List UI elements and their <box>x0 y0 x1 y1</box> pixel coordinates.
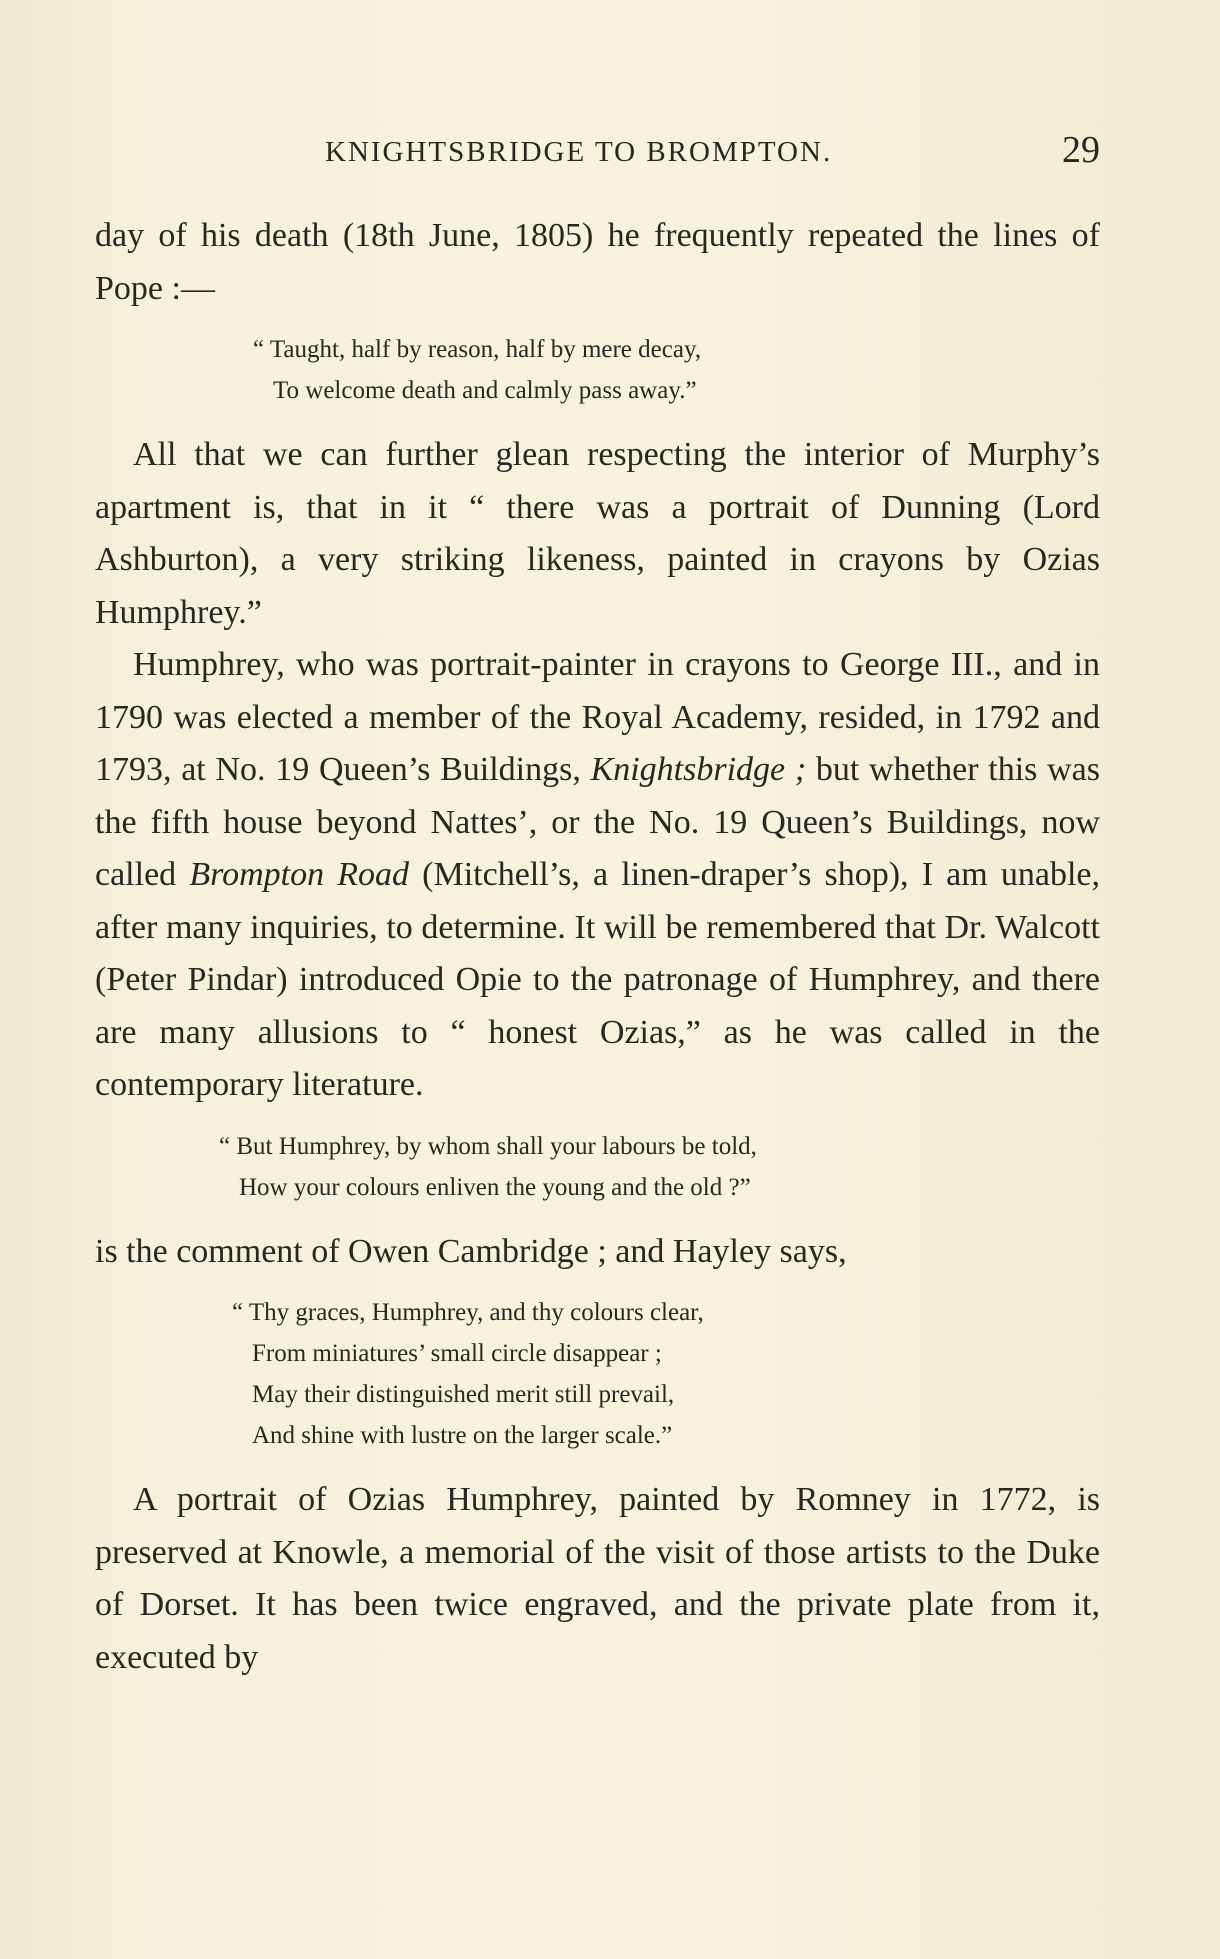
paragraph-1: day of his death (18th June, 1805) he frequently repeated the lines of Pope :— <box>95 217 1100 307</box>
paragraph-3 <box>95 639 1100 1112</box>
quote-cambridge <box>95 1126 1100 1208</box>
quote-line: “ Thy graces, Humphrey, and thy colours clear, <box>232 1299 704 1326</box>
paragraph-3-text: Humphrey, who was portrait-painter in crayons to George III., and in 1790 was elected a member of the Royal Academy, resided, in 1792 and 1793, at No. 19 Queen’s Buildings, <box>95 646 1100 788</box>
quote-line: “ Taught, half by reason, half by mere decay, <box>253 336 702 363</box>
quote-line: May their distinguished merit still prevail, <box>252 1381 675 1408</box>
quote-hayley <box>95 1292 1100 1456</box>
quote-line: To welcome death and calmly pass away.” <box>273 377 697 404</box>
quote-line: And shine with lustre on the larger scale.” <box>252 1422 673 1449</box>
running-head <box>95 128 1100 178</box>
quote-pope <box>95 329 1100 411</box>
body-text <box>95 210 1100 1684</box>
italic-place-name: Knightsbridge ; <box>590 751 807 788</box>
quote-line: “ But Humphrey, by whom shall your labours be told, <box>219 1132 757 1160</box>
page-number: 29 <box>1062 129 1100 171</box>
paragraph-3-text: (Mitchell’s, a linen-draper’s shop), I am unable, after many inquiries, to determine. It will be remembered that Dr. Walcott (Peter Pindar) introduced Opie to the patronage of Humphrey, and there are many allusions to “ honest Ozias,” as he was called in the contemporary literature. <box>95 856 1100 1103</box>
paragraph-2: All that we can further glean respecting the interior of Murphy’s apartment is, that in it “ there was a portrait of Dunning (Lord Ashburton), a very striking likeness, painted in crayons by Ozias Humphrey.” <box>95 436 1100 631</box>
paragraph-4: is the comment of Owen Cambridge ; and Hayley says, <box>95 1232 847 1270</box>
paragraph-5: A portrait of Ozias Humphrey, painted by Romney in 1772, is preserved at Knowle, a memorial of the visit of those artists to the Duke of Dorset. It has been twice engraved, and the private plate from it, executed by <box>95 1481 1100 1676</box>
quote-line: From miniatures’ small circle disappear ; <box>252 1340 662 1367</box>
paragraph-3-text: but whether this was the fifth house beyond Nattes’, or the No. 19 Queen’s Buildings, now called <box>95 751 1100 893</box>
running-title: KNIGHTSBRIDGE TO BROMPTON. <box>325 136 833 168</box>
quote-line: How your colours enliven the young and the old ?” <box>239 1173 751 1201</box>
italic-place-name: Brompton Road <box>189 856 409 893</box>
